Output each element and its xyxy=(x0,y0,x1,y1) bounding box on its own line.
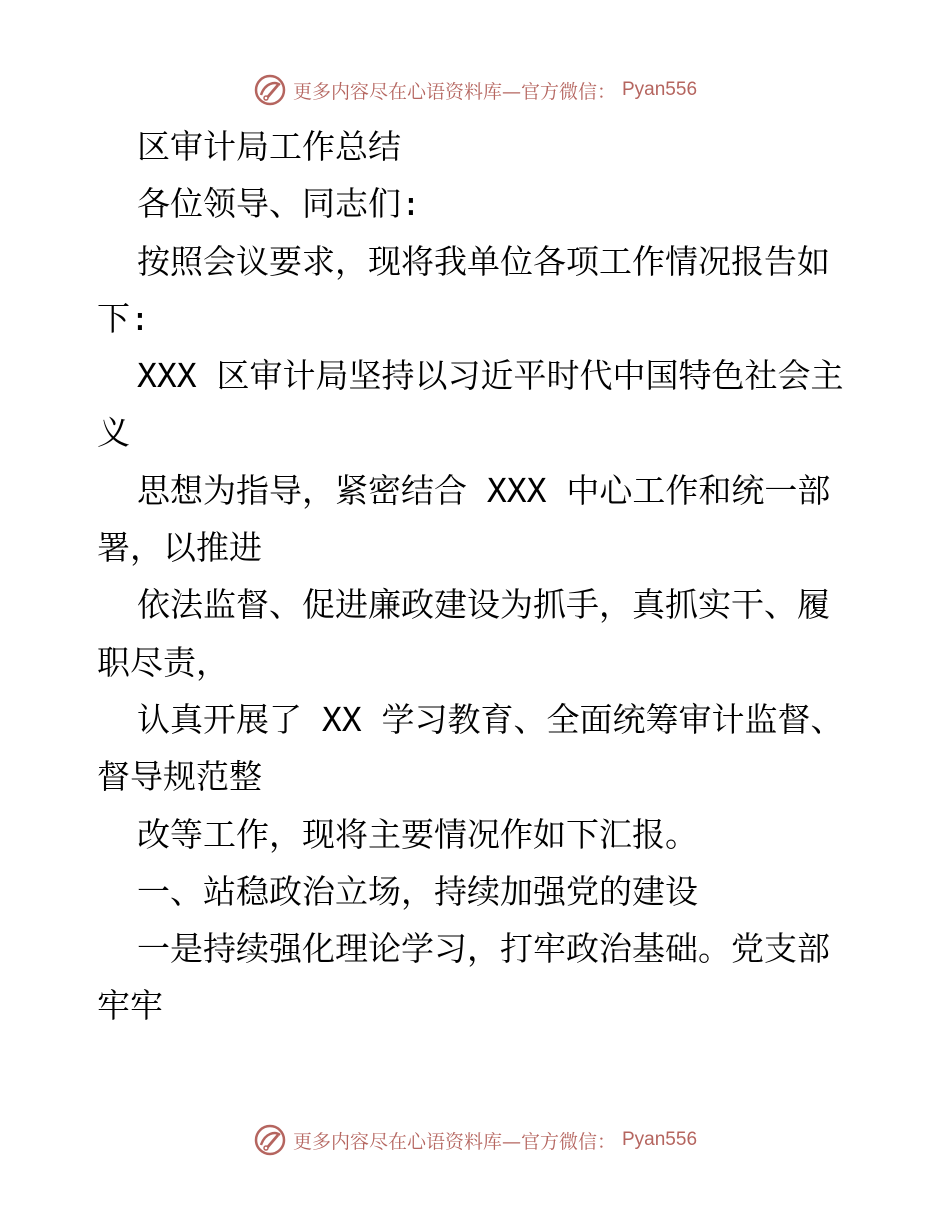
doc-section-heading: 一、站稳政治立场，持续加强党的建设 xyxy=(137,871,698,911)
doc-line: 下: xyxy=(97,298,150,338)
doc-line: 认真开展了 XX 学习教育、全面统筹审计监督、 xyxy=(137,699,844,739)
doc-title: 区审计局工作总结 xyxy=(137,127,401,166)
doc-line: 牢牢 xyxy=(97,986,163,1026)
header-banner-id: Pyan556 xyxy=(622,79,698,100)
footer-banner xyxy=(0,1120,950,1160)
doc-line: 依法监督、促进廉政建设为抓手，真抓实干、履 xyxy=(137,585,830,625)
doc-line: XXX 区审计局坚持以习近平时代中国特色社会主 xyxy=(137,356,844,396)
document-body xyxy=(97,118,857,1035)
footer-banner-text: 更多内容尽在心语资料库—官方微信： xyxy=(292,1130,616,1153)
header-banner xyxy=(0,70,950,110)
doc-line: 义 xyxy=(97,413,130,453)
pen-heart-logo-icon xyxy=(253,73,287,107)
footer-banner-id: Pyan556 xyxy=(622,1129,698,1150)
doc-line: 一是持续强化理论学习，打牢政治基础。党支部 xyxy=(137,929,830,969)
doc-line: 署，以推进 xyxy=(97,528,262,568)
doc-line: 思想为指导，紧密结合 XXX 中心工作和统一部 xyxy=(137,470,831,510)
doc-line: 按照会议要求，现将我单位各项工作情况报告如 xyxy=(137,241,830,281)
doc-line: 督导规范整 xyxy=(97,757,262,797)
doc-line: 改等工作，现将主要情况作如下汇报。 xyxy=(137,814,698,854)
doc-salutation: 各位领导、同志们: xyxy=(137,184,421,224)
pen-heart-logo-icon xyxy=(253,1123,287,1157)
header-banner-text: 更多内容尽在心语资料库—官方微信： xyxy=(292,80,616,103)
doc-line: 职尽责， xyxy=(97,642,229,682)
